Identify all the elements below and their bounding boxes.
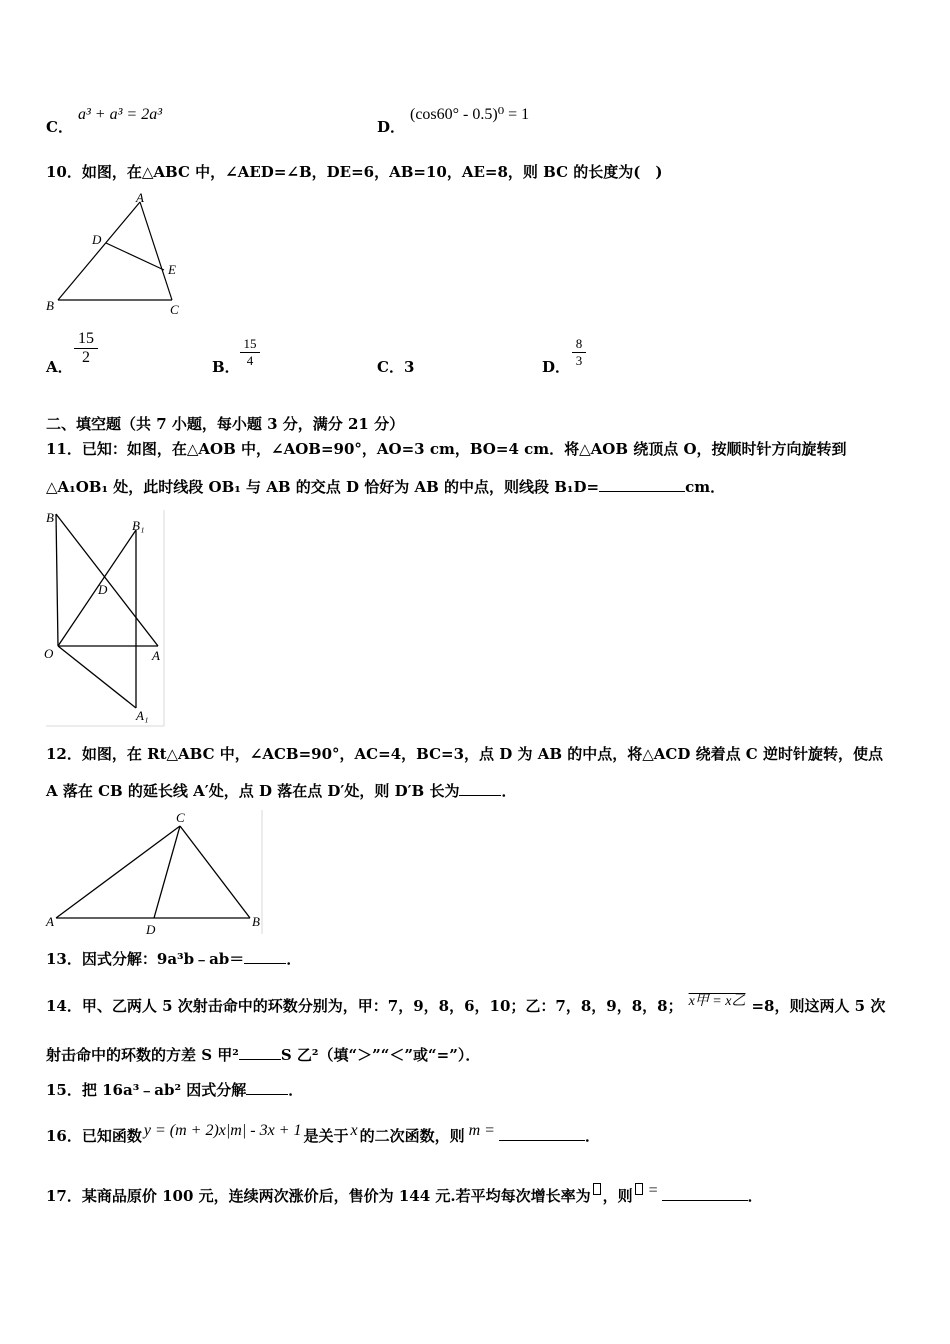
q10-option-c <box>377 356 414 377</box>
q10-option-b-fraction <box>240 336 260 369</box>
q12-side-ac <box>56 826 180 918</box>
q10-number: 10． <box>46 163 82 181</box>
q14-text-1: 甲、乙两人 5 次射击命中的环数分别为，甲：7，9，8，6，10；乙：7，8，9，8，8； <box>81 997 683 1015</box>
q15-number: 15． <box>46 1081 82 1099</box>
q11-label-a: A <box>152 648 160 663</box>
q11-rotation-figure <box>44 508 168 728</box>
q17-text-mid: ，则 <box>602 1187 633 1205</box>
q16-answer-blank[interactable] <box>499 1140 585 1141</box>
q12-text-2: A 落在 CB 的延长线 A′处，点 D 落在点 D′处，则 D′B 长为 <box>46 782 460 800</box>
q10-option-d-fraction <box>572 336 586 369</box>
q9-option-d-expression: (cos60° - 0.5)⁰ = 1 <box>410 106 530 123</box>
q11-label-b1: B₁ <box>132 518 145 533</box>
q10-option-c-label: C． <box>377 358 404 376</box>
q12-label-a: A <box>46 914 54 929</box>
q13-question <box>46 949 301 969</box>
q11-text-1: 已知：如图，在△AOB 中，∠AOB=90°，AO=3 cm，BO=4 cm．将△AOB 绕顶点 O，按顺时针方向旋转到 <box>81 440 847 458</box>
q10-text: 如图，在△ABC 中，∠AED=∠B，DE=6，AB=10，AE=8，则 BC 的长度为( ) <box>81 163 663 181</box>
q15-question <box>46 1080 303 1100</box>
q13-text-end: ． <box>286 950 302 968</box>
q16-function-formula: y = (m + 2)x|m| - 3x + 1 <box>143 1122 302 1139</box>
q11-number: 11． <box>46 440 82 458</box>
q10-label-d: D <box>92 232 102 247</box>
q12-line-2 <box>46 781 516 801</box>
q11-text-2-end: cm． <box>685 478 726 496</box>
q11-label-o: O <box>44 646 54 661</box>
q11-line-1 <box>46 439 847 459</box>
q12-side-cb <box>180 826 250 918</box>
q10-option-a-label: A． <box>46 358 73 376</box>
q10-option-b-denominator: 4 <box>246 353 254 368</box>
q16-text-pre: 已知函数 <box>81 1127 142 1145</box>
q16-question <box>46 1122 600 1147</box>
q11-label-a1: A₁ <box>136 708 149 723</box>
q16-variable-x: x <box>350 1122 358 1139</box>
q10-option-a-fraction <box>74 330 98 367</box>
q17-text-end: ． <box>747 1187 763 1205</box>
q17-answer-blank[interactable] <box>662 1200 748 1201</box>
q14-mean-formula: x甲 = x乙 <box>688 994 746 1009</box>
q13-text: 因式分解：9a³b﹣ab＝ <box>81 950 245 968</box>
q10-option-d-denominator: 3 <box>575 353 583 368</box>
q17-number: 17． <box>46 1187 82 1205</box>
q12-triangle-figure <box>44 808 266 936</box>
q16-variable-m: m = <box>468 1122 495 1139</box>
q10-option-c-value: 3 <box>403 358 415 376</box>
q14-text-2: 射击命中的环数的方差 S 甲² <box>46 1046 239 1064</box>
q17-missing-symbol-icon <box>593 1183 601 1195</box>
q10-option-d-numerator: 8 <box>575 336 583 351</box>
q14-text-1-end: =8，则这两人 5 次 <box>751 997 886 1015</box>
q10-option-a-denominator: 2 <box>82 349 90 366</box>
q12-label-c: C <box>176 810 185 825</box>
q12-text-1: 如图，在 Rt△ABC 中，∠ACB=90°，AC=4，BC=3，点 D 为 AB 的中点，将△ACD 绕着点 C 逆时针旋转，使点 <box>81 745 883 763</box>
q10-label-c: C <box>170 302 179 317</box>
q10-label-b: B <box>46 298 54 313</box>
q10-question <box>46 162 662 182</box>
q10-label-a: A <box>136 190 144 205</box>
q12-text-2-end: ． <box>501 782 517 800</box>
q10-option-a-numerator: 15 <box>78 330 94 347</box>
q11-label-d: D <box>98 582 108 597</box>
q14-line-1 <box>46 996 885 1018</box>
q16-text-end: ． <box>584 1127 600 1145</box>
q14-number: 14． <box>46 997 82 1015</box>
q9-option-c-expression: a³ + a³ = 2a³ <box>78 106 162 123</box>
q10-side-ab <box>58 202 140 300</box>
q17-equals: = <box>648 1182 658 1199</box>
q10-label-e: E <box>168 262 176 277</box>
q11-line-2 <box>46 477 725 497</box>
q12-line-1 <box>46 744 883 764</box>
q10-option-b-numerator: 15 <box>243 336 257 351</box>
q10-side-ac <box>140 202 172 300</box>
q11-text-2: △A₁OB₁ 处，此时线段 OB₁ 与 AB 的交点 D 恰好为 AB 的中点，则线段 B₁D= <box>46 478 600 496</box>
q11-label-b: B <box>46 510 54 525</box>
q11-segment-oa1 <box>58 646 136 708</box>
q13-answer-blank[interactable] <box>244 963 286 964</box>
q17-text: 某商品原价 100 元，连续两次涨价后，售价为 144 元.若平均每次增长率为 <box>81 1187 591 1205</box>
q14-answer-blank[interactable] <box>239 1059 281 1060</box>
q11-answer-blank[interactable] <box>599 491 685 492</box>
q12-segment-cd <box>154 826 180 918</box>
q10-triangle-figure <box>44 190 194 320</box>
q9-option-d-label: D． <box>377 118 406 136</box>
q12-label-b: B <box>252 914 260 929</box>
q14-line-2 <box>46 1045 480 1065</box>
q17-question <box>46 1182 763 1207</box>
q12-answer-blank[interactable] <box>459 795 501 796</box>
q12-label-d: D <box>146 922 156 936</box>
q17-missing-symbol-icon <box>635 1183 643 1195</box>
q10-option-d-label: D． <box>542 358 571 376</box>
q11-segment-ob1 <box>58 530 136 646</box>
q9-option-c-label: C． <box>46 118 73 136</box>
q15-text-end: ． <box>288 1081 304 1099</box>
q15-text: 把 16a³﹣ab² 因式分解 <box>81 1081 247 1099</box>
q10-option-b-label: B． <box>212 358 240 376</box>
q12-number: 12． <box>46 745 82 763</box>
q15-answer-blank[interactable] <box>246 1094 288 1095</box>
q16-text-mid: 是关于 <box>303 1127 349 1145</box>
q16-number: 16． <box>46 1127 82 1145</box>
q14-text-2-end: S 乙²（填“＞”“＜”或“=”）． <box>280 1046 481 1064</box>
q16-text-post: 的二次函数，则 <box>359 1127 465 1145</box>
section-2-title: 二、填空题（共 7 小题，每小题 3 分，满分 21 分） <box>46 415 405 433</box>
q11-segment-ob <box>56 514 58 646</box>
q13-number: 13． <box>46 950 82 968</box>
